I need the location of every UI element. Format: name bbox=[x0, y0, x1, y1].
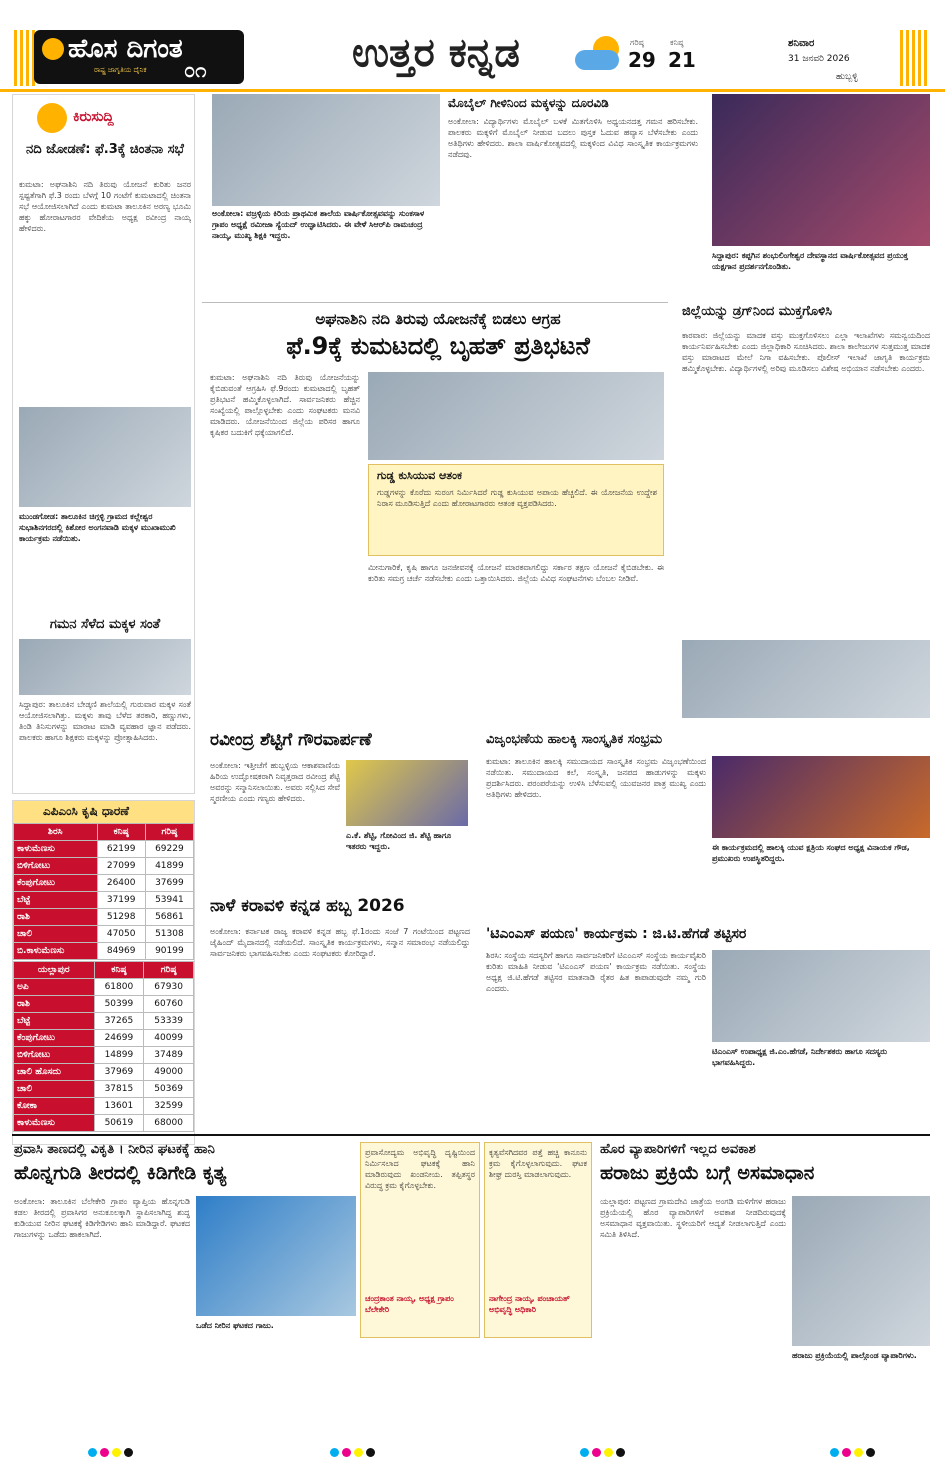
edition-title: ಉತ್ತರ ಕನ್ನಡ bbox=[352, 30, 520, 76]
market-col-header: ಗರಿಷ್ಠ bbox=[144, 962, 194, 979]
harau-headline: ಹರಾಜು ಪ್ರಕ್ರಿಯೆ ಬಗ್ಗೆ ಅಸಮಾಧಾನ bbox=[600, 1162, 815, 1184]
edition-city: ಹುಬ್ಬಳ್ಳಿ bbox=[836, 72, 858, 82]
quote-1-author: ಚಂದ್ರಕಾಂತ ನಾಯ್ಕ, ಅಧ್ಯಕ್ಷ ಗ್ರಾಪಂ ಬೆಲೇಕೇರಿ bbox=[365, 1294, 454, 1314]
price-value: 47050 bbox=[97, 926, 145, 943]
price-value: 50619 bbox=[94, 1115, 144, 1132]
mobile-body: ಅಂಕೋಲಾ: ವಿದ್ಯಾರ್ಥಿಗಳು ಮೊಬೈಲ್ ಬಳಕೆ ಮಿತಗೊಳಿಸಿ ಅಧ್ಯಯನದತ್ತ ಗಮನ ಹರಿಸಬೇಕು. ಪಾಲಕರು ಮಕ್ಕಳಿಗೆ ಮೊಬೈಲ್ ನೀಡುವ ಬದಲು ಪುಸ್ತಕ ಓದುವ ಹವ್ಯಾಸ ಬೆಳೆಸಬೇಕು ಎಂದು ಅತಿಥಿಗಳು ಹೇಳಿದರು. ಶಾಲಾ ವಾರ್ಷಿಕೋತ್ಸವದಲ್ಲಿ ಮಕ್ಕಳಿಂದ ವಿವಿಧ ಸಾಂಸ್ಕೃತಿಕ ಕಾರ್ಯಕ್ರಮಗಳು ನಡೆದವು. bbox=[448, 117, 698, 159]
paper-tagline: ರಾಷ್ಟ್ರ ಜಾಗೃತಿಯ ದೈನಿಕ bbox=[94, 66, 147, 74]
ravindra-photo bbox=[346, 760, 468, 826]
commodity-name: ಕಾಳುಮೆಣಸು bbox=[14, 841, 98, 858]
issue-date: 31 ಜನವರಿ 2026 bbox=[788, 54, 850, 64]
quote-2-author: ನಾಗೇಂದ್ರ ನಾಯ್ಕ, ಪಂಚಾಯತ್ ಅಭಿವೃದ್ಧಿ ಅಧಿಕಾರಿ bbox=[489, 1294, 570, 1314]
brief-caption: ಮುಂಡಗೋಡ: ತಾಲೂಕಿನ ಚಿಗ್ಗಳ್ಳಿ ಗ್ರಾಮದ ಕಲ್ಲೇಶ್ವರ ಸುಭಾಶಿನಗರದಲ್ಲಿ ಕಿಶೋರ ಅಂಗನವಾಡಿ ಮಕ್ಕಳ ಮುಖಾಮುಖಿ ಕಾರ್ಯಕ್ರಮ ನಡೆಯಿತು. bbox=[19, 512, 176, 543]
halakki-caption: ಈ ಕಾರ್ಯಕ್ರಮದಲ್ಲಿ ಹಾಲಕ್ಕಿ ಯುವ ಕ್ಷತ್ರಿಯ ಸಂಘದ ಅಧ್ಯಕ್ಷ ವಿನಾಯಕ ಗೌಡ, ಪ್ರಮುಖರು ಉಪಸ್ಥಿತರಿದ್ದರು. bbox=[712, 843, 910, 863]
harau-body: ಯಲ್ಲಾಪುರ: ಪಟ್ಟಣದ ಗ್ರಾಮದೇವಿ ಜಾತ್ರೆಯ ಅಂಗಡಿ ಮಳಿಗೆಗಳ ಹರಾಜು ಪ್ರಕ್ರಿಯೆಯಲ್ಲಿ ಹೊರ ವ್ಯಾಪಾರಿಗಳಿಗೆ ಅವಕಾಶ ನೀಡದಿರುವುದಕ್ಕೆ ಅಸಮಾಧಾನ ವ್ಯಕ್ತವಾಯಿತು. ಸ್ಥಳೀಯರಿಗೆ ಆದ್ಯತೆ ನೀಡಲಾಗುತ್ತಿದೆ ಎಂದು ಸಮಿತಿ ತಿಳಿಸಿದೆ. bbox=[600, 1197, 786, 1239]
drug-headline: ಜಿಲ್ಲೆಯನ್ನು ಡ್ರಗ್‌ನಿಂದ ಮುಕ್ತಗೊಳಿಸಿ bbox=[682, 304, 833, 319]
market-row bbox=[14, 858, 194, 875]
price-value: 60760 bbox=[144, 996, 194, 1013]
max-temp-label: ಗರಿಷ್ಠ bbox=[630, 38, 644, 47]
honnagudi-headline: ಹೊನ್ನಗುಡಿ ತೀರದಲ್ಲಿ ಕಿಡಿಗೇಡಿ ಕೃತ್ಯ bbox=[14, 1162, 227, 1184]
market-row bbox=[14, 1047, 194, 1064]
registration-marks bbox=[88, 1442, 136, 1460]
price-value: 53339 bbox=[144, 1013, 194, 1030]
price-value: 61800 bbox=[94, 979, 144, 996]
price-value: 49000 bbox=[144, 1064, 194, 1081]
market-row bbox=[14, 926, 194, 943]
min-temp-label: ಕನಿಷ್ಠ bbox=[670, 38, 684, 47]
price-value: 37489 bbox=[144, 1047, 194, 1064]
masthead bbox=[0, 0, 945, 92]
honnagudi-kicker: ಪ್ರವಾಸಿ ತಾಣದಲ್ಲಿ ವಿಕೃತಿ । ನೀರಿನ ಘಟಕಕ್ಕೆ ಹಾನಿ bbox=[14, 1142, 215, 1157]
brief-column bbox=[12, 94, 195, 794]
commodity-name: ಬೆಟ್ಟೆ bbox=[14, 1013, 95, 1030]
market-row bbox=[14, 1013, 194, 1030]
weather-icon bbox=[575, 36, 627, 72]
habba-headline: ನಾಳೆ ಕರಾವಳಿ ಕನ್ನಡ ಹಬ್ಬ 2026 bbox=[210, 896, 405, 916]
price-value: 84969 bbox=[97, 943, 145, 960]
commodity-name: ಕೋಕಾ bbox=[14, 1098, 95, 1115]
drug-body: ಕಾರವಾರ: ಜಿಲ್ಲೆಯನ್ನು ಮಾದಕ ವಸ್ತು ಮುಕ್ತಗೊಳಿಸಲು ಎಲ್ಲಾ ಇಲಾಖೆಗಳು ಸಮನ್ವಯದಿಂದ ಕಾರ್ಯನಿರ್ವಹಿಸಬೇಕು ಎಂದು ಜಿಲ್ಲಾಧಿಕಾರಿ ಸೂಚಿಸಿದರು. ಶಾಲಾ ಕಾಲೇಜುಗಳ ಸುತ್ತಮುತ್ತ ಮಾದಕ ವಸ್ತು ಮಾರಾಟದ ಮೇಲೆ ನಿಗಾ ವಹಿಸಬೇಕು. ಪೊಲೀಸ್ ಇಲಾಖೆ ಜಾಗೃತಿ ಕಾರ್ಯಕ್ರಮ ಹಮ್ಮಿಕೊಳ್ಳಬೇಕು. ವಿದ್ಯಾರ್ಥಿಗಳಲ್ಲಿ ಅರಿವು ಮೂಡಿಸಲು ವಿಶೇಷ ಅಭಿಯಾನ ನಡೆಸಬೇಕು ಎಂದರು. bbox=[682, 331, 930, 373]
stripe-decoration bbox=[900, 30, 930, 86]
market-col-header: ಯಲ್ಲಾಪುರ bbox=[14, 962, 95, 979]
market-row bbox=[14, 841, 194, 858]
price-value: 68000 bbox=[144, 1115, 194, 1132]
page-number: ೦೧ bbox=[184, 58, 207, 82]
price-value: 37199 bbox=[97, 892, 145, 909]
price-value: 13601 bbox=[94, 1098, 144, 1115]
commodity-name: ಚಾಲಿ ಹೊಸದು bbox=[14, 1064, 95, 1081]
price-value: 40099 bbox=[144, 1030, 194, 1047]
price-value: 56861 bbox=[145, 909, 193, 926]
hand-point-icon bbox=[37, 103, 67, 133]
market-col-header: ಕನಿಷ್ಠ bbox=[94, 962, 144, 979]
market-row bbox=[14, 1081, 194, 1098]
market-row bbox=[14, 875, 194, 892]
market-row bbox=[14, 909, 194, 926]
commodity-name: ಬಿ.ಕಾಳುಮೆಣಸು bbox=[14, 943, 98, 960]
school-photo bbox=[212, 94, 440, 206]
price-value: 51298 bbox=[97, 909, 145, 926]
brief-headline: ನದಿ ಜೋಡಣೆ: ಫೆ.3ಕ್ಕೆ ಚಿಂತನಾ ಸಭೆ bbox=[26, 142, 184, 157]
commodity-name: ಬಿಳಿಗೋಟು bbox=[14, 1047, 95, 1064]
halakki-photo bbox=[712, 756, 930, 838]
market-col-header: ಶಿರಸಿ bbox=[14, 824, 98, 841]
logo-emblem-icon bbox=[42, 38, 64, 60]
price-value: 51308 bbox=[145, 926, 193, 943]
commodity-name: ಬೆಟ್ಟೆ bbox=[14, 892, 98, 909]
price-value: 37969 bbox=[94, 1064, 144, 1081]
commodity-name: ರಾಶಿ bbox=[14, 909, 98, 926]
price-value: 53941 bbox=[145, 892, 193, 909]
landslide-body: ಗುಡ್ಡಗಳನ್ನು ಕೊರೆದು ಸುರಂಗ ನಿರ್ಮಿಸಿದರೆ ಗುಡ್ಡ ಕುಸಿಯುವ ಅಪಾಯ ಹೆಚ್ಚಲಿದೆ. ಈ ಯೋಜನೆಯ ಉದ್ದೇಶ ನಿರಾಸ ಮೂಡಿಸುತ್ತಿದೆ ಎಂದು ಹೋರಾಟಗಾರರು ಆತಂಕ ವ್ಯಕ್ತಪಡಿಸಿದರು. bbox=[377, 488, 657, 508]
market-price-box bbox=[12, 800, 195, 1145]
commodity-name: ಅಪಿ bbox=[14, 979, 95, 996]
tms-body: ಶಿರಸಿ: ಸಂಸ್ಥೆಯ ಸದಸ್ಯರಿಗೆ ಹಾಗೂ ಸಾರ್ವಜನಿಕರಿಗೆ ಟಿಎಂಎಸ್ ಸಂಸ್ಥೆಯ ಕಾರ್ಯವೈಖರಿ ಕುರಿತು ಮಾಹಿತಿ ನೀಡುವ 'ಟಿಎಂಎಸ್ ಪಯಣ' ಕಾರ್ಯಕ್ರಮ ನಡೆಯಿತು. ಸಂಸ್ಥೆಯ ಅಧ್ಯಕ್ಷ ಜಿ.ಟಿ.ಹೆಗಡೆ ತಟ್ಟಿಸರ ಮಾತನಾಡಿ ರೈತರ ಹಿತ ಕಾಪಾಡುವುದೇ ನಮ್ಮ ಗುರಿ ಎಂದರು. bbox=[486, 951, 706, 993]
price-value: 14899 bbox=[94, 1047, 144, 1064]
tms-headline: 'ಟಿಎಂಎಸ್ ಪಯಣ' ಕಾರ್ಯಕ್ರಮ : ಜಿ.ಟಿ.ಹೆಗಡೆ ತಟ್ಟಿಸರ bbox=[486, 926, 747, 942]
tms-photo bbox=[712, 950, 930, 1042]
price-value: 67930 bbox=[144, 979, 194, 996]
santhe-headline: ಗಮನ ಸೆಳೆದ ಮಕ್ಕಳ ಸಂತೆ bbox=[49, 617, 161, 632]
quote-2: ಕೃತ್ಯವೆಸಗಿದವರ ಪತ್ತೆ ಹಚ್ಚಿ ಕಾನೂನು ಕ್ರಮ ಕೈಗೊಳ್ಳಲಾಗುವುದು. ಘಟಕ ಶೀಘ್ರ ದುರಸ್ತಿ ಮಾಡಲಾಗುವುದು. bbox=[489, 1148, 587, 1179]
market-row bbox=[14, 1098, 194, 1115]
market-row bbox=[14, 1115, 194, 1132]
registration-marks bbox=[330, 1442, 378, 1460]
brief-body: ಕುಮಟಾ: ಅಘನಾಶಿನಿ ನದಿ ತಿರುವು ಯೋಜನೆ ಕುರಿತು ಜನರ ಸ್ಪಷ್ಟತೆಗಾಗಿ ಫೆ.3 ರಂದು ಬೆಳಗ್ಗೆ 10 ಗಂಟೆಗೆ ಕುಮಟಾದಲ್ಲಿ ಚಿಂತನಾ ಸಭೆ ಆಯೋಜಿಸಲಾಗಿದೆ ಎಂದು ಕುಮಟಾ ತಾಲೂಕಿನ ಅರಣ್ಯ ಭೂಮಿ ಹಕ್ಕು ಹೋರಾಟಗಾರರ ವೇದಿಕೆಯ ಅಧ್ಯಕ್ಷ ರವೀಂದ್ರ ನಾಯ್ಕ ಹೇಳಿದರು. bbox=[19, 180, 191, 233]
price-value: 50399 bbox=[94, 996, 144, 1013]
price-value: 69229 bbox=[145, 841, 193, 858]
quote-box-1 bbox=[360, 1142, 480, 1338]
ravindra-body: ಅಂಕೋಲಾ: ಇತ್ತೀಚೆಗೆ ಹುಬ್ಬಳ್ಳಿಯ ಆಕಾಶವಾಣಿಯ ಹಿರಿಯ ಉದ್ಘೋಷಕರಾಗಿ ನಿವೃತ್ತರಾದ ರವೀಂದ್ರ ಶೆಟ್ಟಿ ಅವರನ್ನು ಸನ್ಮಾನಿಸಲಾಯಿತು. ಅವರು ಸಲ್ಲಿಸಿದ ಸೇವೆ ಸ್ಮರಣೀಯ ಎಂದು ಗಣ್ಯರು ಹೇಳಿದರು. bbox=[210, 761, 340, 803]
santhe-body: ಸಿದ್ದಾಪುರ: ತಾಲೂಕಿನ ಬೇಡ್ಕಣಿ ಶಾಲೆಯಲ್ಲಿ ಗುರುವಾರ ಮಕ್ಕಳ ಸಂತೆ ಆಯೋಜಿಸಲಾಗಿತ್ತು. ಮಕ್ಕಳು ತಾವು ಬೆಳೆದ ತರಕಾರಿ, ಹಣ್ಣುಗಳು, ತಿಂಡಿ ತಿನಿಸುಗಳನ್ನು ಮಾರಾಟ ಮಾಡಿ ವ್ಯವಹಾರ ಜ್ಞಾನ ಪಡೆದರು. ಪಾಲಕರು ಹಾಗೂ ಶಿಕ್ಷಕರು ಮಕ್ಕಳನ್ನು ಪ್ರೋತ್ಸಾಹಿಸಿದರು. bbox=[19, 700, 191, 742]
price-value: 50369 bbox=[144, 1081, 194, 1098]
honnagudi-caption: ಒಡೆದ ನೀರಿನ ಘಟಕದ ಗಾಜು. bbox=[196, 1321, 274, 1330]
registration-marks bbox=[830, 1442, 878, 1460]
quote-box-2 bbox=[484, 1142, 592, 1338]
lead-headline: ಫೆ.9ಕ್ಕೆ ಕುಮಟದಲ್ಲಿ ಬೃಹತ್ ಪ್ರತಿಭಟನೆ bbox=[286, 332, 590, 360]
harau-photo bbox=[792, 1196, 930, 1346]
ravindra-headline: ರವೀಂದ್ರ ಶೆಟ್ಟಿಗೆ ಗೌರವಾರ್ಪಣೆ bbox=[210, 730, 372, 750]
market-title: ಎಪಿಎಂಸಿ ಕೃಷಿ ಧಾರಣೆ bbox=[43, 804, 129, 818]
halakki-headline: ವಿಜೃಂಭಣೆಯ ಹಾಲಕ್ಕಿ ಸಾಂಸ್ಕೃತಿಕ ಸಂಭ್ರಮ bbox=[486, 732, 663, 747]
market-row bbox=[14, 1030, 194, 1047]
brief-label: ಕಿರುಸುದ್ದಿ bbox=[73, 109, 114, 125]
lead-photo bbox=[368, 372, 664, 460]
max-temp: 29 bbox=[628, 48, 656, 72]
commodity-name: ಕೆಂಪುಗೋಟು bbox=[14, 875, 98, 892]
min-temp: 21 bbox=[668, 48, 696, 72]
price-value: 24699 bbox=[94, 1030, 144, 1047]
price-value: 37815 bbox=[94, 1081, 144, 1098]
commodity-name: ರಾಶಿ bbox=[14, 996, 95, 1013]
stripe-decoration bbox=[14, 30, 36, 86]
divider bbox=[12, 1134, 930, 1136]
price-value: 26400 bbox=[97, 875, 145, 892]
paper-logo bbox=[34, 30, 244, 84]
ravindra-caption: ಎ.ಕೆ. ಶೆಟ್ಟಿ, ಗೋವಿಂದ ಜಿ. ಶೆಟ್ಟಿ ಹಾಗೂ ಇತರರು ಇದ್ದರು. bbox=[346, 831, 452, 851]
market-row bbox=[14, 943, 194, 960]
brief-photo bbox=[19, 407, 191, 507]
market-row bbox=[14, 1064, 194, 1081]
harau-caption: ಹರಾಜು ಪ್ರಕ್ರಿಯೆಯಲ್ಲಿ ಪಾಲ್ಗೊಂಡ ವ್ಯಾಪಾರಿಗಳು. bbox=[792, 1351, 917, 1360]
price-value: 37699 bbox=[145, 875, 193, 892]
yellapur-table bbox=[13, 961, 194, 1132]
paper-name: ಹೊಸ ದಿಗಂತ bbox=[68, 34, 183, 64]
market-col-header: ಗರಿಷ್ಠ bbox=[145, 824, 193, 841]
market-title-bar bbox=[13, 801, 194, 823]
commodity-name: ಬಿಳಿಗೋಟು bbox=[14, 858, 98, 875]
school-caption: ಅಂಕೋಲಾ: ವಜ್ರಳ್ಳಿಯ ಕಿರಿಯ ಪ್ರಾಥಮಿಕ ಶಾಲೆಯ ವಾರ್ಷಿಕೋತ್ಸವವನ್ನು ಸುಂಕಸಾಳ ಗ್ರಾಪಂ ಅಧ್ಯಕ್ಷೆ ರಮೀಜಾ ಸ್ಯೆಯದ್ ಉದ್ಘಾಟಿಸಿದರು. ಈ ವೇಳೆ ಸಿಆರ್‌ಪಿ ರಾಮಚಂದ್ರ ನಾಯ್ಕ, ಮುಖ್ಯ ಶಿಕ್ಷಕಿ ಇದ್ದರು. bbox=[212, 209, 425, 240]
commodity-name: ಕೆಂಪುಗೋಟು bbox=[14, 1030, 95, 1047]
market-row bbox=[14, 892, 194, 909]
market-row bbox=[14, 979, 194, 996]
commodity-name: ಚಾಲಿ bbox=[14, 1081, 95, 1098]
quote-1: ಪ್ರವಾಸೋದ್ಯಮ ಅಭಿವೃದ್ಧಿ ದೃಷ್ಟಿಯಿಂದ ನಿರ್ಮಿಸಲಾದ ಘಟಕಕ್ಕೆ ಹಾನಿ ಮಾಡಿರುವುದು ಖಂಡನೀಯ. ತಪ್ಪಿತಸ್ಥರ ವಿರುದ್ಧ ಕ್ರಮ ಕೈಗೊಳ್ಳಬೇಕು. bbox=[365, 1148, 475, 1190]
price-value: 32599 bbox=[144, 1098, 194, 1115]
yakshagana-caption: ಸಿದ್ದಾಪುರ: ಕಪ್ಪಗಿನ ಶಂಭುಲಿಂಗೇಶ್ವರ ದೇವಸ್ಥಾನದ ವಾರ್ಷಿಕೋತ್ಸವದ ಪ್ರಯುಕ್ತ ಯಕ್ಷಗಾನ ಪ್ರದರ್ಶನಗೊಂಡಿತು. bbox=[712, 251, 909, 271]
halakki-body: ಕುಮಟಾ: ತಾಲೂಕಿನ ಹಾಲಕ್ಕಿ ಸಮುದಾಯದ ಸಾಂಸ್ಕೃತಿಕ ಸಂಭ್ರಮ ವಿಜೃಂಭಣೆಯಿಂದ ನಡೆಯಿತು. ಸಮುದಾಯದ ಕಲೆ, ಸಂಸ್ಕೃತಿ, ಜನಪದ ಹಾಡುಗಳನ್ನು ಮಕ್ಕಳು ಪ್ರದರ್ಶಿಸಿದರು. ಪರಂಪರೆಯನ್ನು ಉಳಿಸಿ ಬೆಳೆಸುವಲ್ಲಿ ಯುವಜನರ ಪಾತ್ರ ಮುಖ್ಯ ಎಂದು ಅತಿಥಿಗಳು ಹೇಳಿದರು. bbox=[486, 757, 706, 799]
price-value: 62199 bbox=[97, 841, 145, 858]
lead-body-2: ಮೀನುಗಾರಿಕೆ, ಕೃಷಿ ಹಾಗೂ ಜನಜೀವನಕ್ಕೆ ಯೋಜನೆ ಮಾರಕವಾಗಲಿದ್ದು ಸರ್ಕಾರ ತಕ್ಷಣ ಯೋಜನೆ ಕೈಬಿಡಬೇಕು. ಈ ಕುರಿತು ಸಮಗ್ರ ಚರ್ಚೆ ನಡೆಸಬೇಕು ಎಂದು ಒತ್ತಾಯಿಸಿದರು. ಜಿಲ್ಲೆಯ ವಿವಿಧ ಸಂಘಟನೆಗಳು ಬೆಂಬಲ ನೀಡಿವೆ. bbox=[368, 563, 664, 583]
santhe-photo bbox=[19, 639, 191, 695]
shirasi-table bbox=[13, 823, 194, 960]
day-name: ಶನಿವಾರ bbox=[788, 38, 815, 49]
honnagudi-photo bbox=[196, 1196, 356, 1316]
habba-body: ಅಂಕೋಲಾ: ಕರ್ನಾಟಕ ರಾಜ್ಯ ಕರಾವಳಿ ಕನ್ನಡ ಹಬ್ಬ ಫೆ.1ರಂದು ಸಂಜೆ 7 ಗಂಟೆಯಿಂದ ಪಟ್ಟಣದ ಜೈಹಿಂದ್ ಮೈದಾನದಲ್ಲಿ ನಡೆಯಲಿದೆ. ಸಾಂಸ್ಕೃತಿಕ ಕಾರ್ಯಕ್ರಮಗಳು, ಸನ್ಮಾನ ಸಮಾರಂಭ ನಡೆಯಲಿದ್ದು ಸಾರ್ವಜನಿಕರು ಭಾಗವಹಿಸಬೇಕು ಎಂದು ಸಂಘಟಕರು ಕೋರಿದ್ದಾರೆ. bbox=[210, 927, 470, 958]
market-row bbox=[14, 996, 194, 1013]
landslide-headline: ಗುಡ್ಡ ಕುಸಿಯುವ ಆತಂಕ bbox=[377, 469, 462, 482]
market-col-header: ಕನಿಷ್ಠ bbox=[97, 824, 145, 841]
drug-meeting-photo bbox=[682, 640, 930, 718]
commodity-name: ಚಾಲಿ bbox=[14, 926, 98, 943]
price-value: 37265 bbox=[94, 1013, 144, 1030]
price-value: 41899 bbox=[145, 858, 193, 875]
price-value: 27099 bbox=[97, 858, 145, 875]
lead-body-1: ಕುಮಟಾ: ಅಘನಾಶಿನಿ ನದಿ ತಿರುವು ಯೋಜನೆಯನ್ನು ಕೈಬಿಡುವಂತೆ ಆಗ್ರಹಿಸಿ ಫೆ.9ರಂದು ಕುಮಟಾದಲ್ಲಿ ಬೃಹತ್ ಪ್ರತಿಭಟನೆ ಹಮ್ಮಿಕೊಳ್ಳಲಾಗಿದೆ. ಸಾರ್ವಜನಿಕರು ಹೆಚ್ಚಿನ ಸಂಖ್ಯೆಯಲ್ಲಿ ಪಾಲ್ಗೊಳ್ಳಬೇಕು ಎಂದು ಸಂಘಟಕರು ಮನವಿ ಮಾಡಿದರು. ಯೋಜನೆಯಿಂದ ಜಿಲ್ಲೆಯ ಪರಿಸರ ಹಾಗೂ ಕೃಷಿಕರ ಬದುಕಿಗೆ ಧಕ್ಕೆಯಾಗಲಿದೆ. bbox=[210, 373, 360, 437]
yakshagana-photo bbox=[712, 94, 930, 246]
registration-marks bbox=[580, 1442, 628, 1460]
harau-kicker: ಹೊರ ವ್ಯಾಪಾರಿಗಳಿಗೆ ಇಲ್ಲದ ಅವಕಾಶ bbox=[600, 1142, 756, 1157]
price-value: 90199 bbox=[145, 943, 193, 960]
tms-caption: ಟಿಎಂಎಸ್ ಉಪಾಧ್ಯಕ್ಷ ಜಿ.ಎಂ.ಹೆಗಡೆ, ನಿರ್ದೇಶಕರು ಹಾಗೂ ಸದಸ್ಯರು ಭಾಗವಹಿಸಿದ್ದರು. bbox=[712, 1047, 888, 1067]
commodity-name: ಕಾಳುಮೆಣಸು bbox=[14, 1115, 95, 1132]
honnagudi-body: ಅಂಕೋಲಾ: ತಾಲೂಕಿನ ಬೆಲೇಕೇರಿ ಗ್ರಾಪಂ ವ್ಯಾಪ್ತಿಯ ಹೊನ್ನಗುಡಿ ಕಡಲ ತೀರದಲ್ಲಿ ಪ್ರವಾಸಿಗರ ಅನುಕೂಲಕ್ಕಾಗಿ ಸ್ಥಾಪಿಸಲಾಗಿದ್ದ ಶುದ್ಧ ಕುಡಿಯುವ ನೀರಿನ ಘಟಕಕ್ಕೆ ಕಿಡಿಗೇಡಿಗಳು ಹಾನಿ ಮಾಡಿದ್ದಾರೆ. ಘಟಕದ ಗಾಜುಗಳನ್ನು ಒಡೆದು ಹಾಕಲಾಗಿದೆ. bbox=[14, 1197, 190, 1239]
divider bbox=[202, 302, 668, 303]
mobile-headline: ಮೊಬೈಲ್ ಗೀಳಿನಿಂದ ಮಕ್ಕಳನ್ನು ದೂರವಿಡಿ bbox=[448, 96, 609, 110]
lead-kicker: ಅಘನಾಶಿನಿ ನದಿ ತಿರುವು ಯೋಜನೆಕ್ಕೆ ಬಿಡಲು ಆಗ್ರಹ bbox=[315, 310, 561, 328]
landslide-box bbox=[368, 464, 664, 556]
